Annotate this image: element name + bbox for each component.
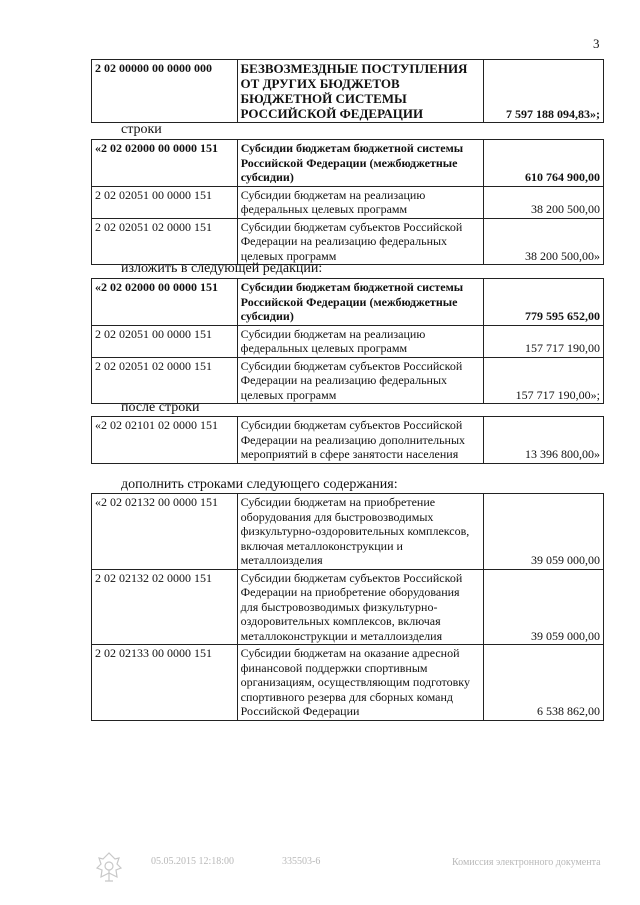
budget-code: 2 02 02133 00 0000 151	[92, 645, 238, 721]
added-lines-table	[91, 493, 604, 721]
table-row	[92, 186, 604, 218]
budget-name: Субсидии бюджетам на приобретение оборудования для быстровозводимых физкультурно-оздоровительных комплексов, включая металлоконструкции и металлоизделия	[237, 494, 483, 570]
instruction-lines: строки	[121, 122, 162, 137]
budget-code: 2 02 00000 00 0000 000	[92, 60, 238, 123]
budget-amount: 779 595 652,00	[483, 279, 603, 326]
budget-name: Субсидии бюджетам субъектов Российской Федерации на реализацию федеральных целевых программ	[237, 357, 483, 404]
footer-datetime: 05.05.2015 12:18:00	[151, 856, 235, 867]
budget-amount: 13 396 800,00»	[483, 417, 603, 464]
budget-name: Субсидии бюджетам субъектов Российской Федерации на реализацию дополнительных мероприятий в сфере занятости населения	[237, 417, 483, 464]
budget-code: 2 02 02051 02 0000 151	[92, 218, 238, 265]
budget-code: 2 02 02051 02 0000 151	[92, 357, 238, 404]
after-line-table	[91, 416, 604, 464]
budget-amount: 7 597 188 094,83»;	[483, 60, 603, 123]
instruction-after-line: после строки	[121, 400, 200, 415]
budget-amount: 157 717 190,00»;	[483, 357, 603, 404]
budget-amount: 38 200 500,00	[483, 186, 603, 218]
footer-stamp: Комиссия электронного документа	[452, 857, 601, 868]
budget-code: 2 02 02132 02 0000 151	[92, 569, 238, 645]
budget-amount: 610 764 900,00	[483, 140, 603, 187]
footer-doc-id: 335503-6	[282, 856, 321, 867]
budget-name: Субсидии бюджетам бюджетной системы Российской Федерации (межбюджетные субсидии)	[237, 279, 483, 326]
table-row	[92, 140, 604, 187]
budget-name: Субсидии бюджетам субъектов Российской Федерации на реализацию федеральных целевых программ	[237, 218, 483, 265]
page-number: 3	[593, 36, 600, 51]
budget-name: Субсидии бюджетам на реализацию федеральных целевых программ	[237, 186, 483, 218]
table-row	[92, 279, 604, 326]
budget-code: «2 02 02132 00 0000 151	[92, 494, 238, 570]
budget-name: Субсидии бюджетам бюджетной системы Российской Федерации (межбюджетные субсидии)	[237, 140, 483, 187]
table-row	[92, 569, 604, 645]
budget-code: «2 02 02101 02 0000 151	[92, 417, 238, 464]
budget-amount: 39 059 000,00	[483, 569, 603, 645]
budget-amount: 157 717 190,00	[483, 325, 603, 357]
old-lines-table	[91, 139, 604, 265]
new-lines-table	[91, 278, 604, 404]
emblem-icon	[92, 850, 126, 884]
budget-name: Субсидии бюджетам на реализацию федеральных целевых программ	[237, 325, 483, 357]
table-row	[92, 325, 604, 357]
budget-name: Субсидии бюджетам субъектов Российской Федерации на приобретение оборудования для быстровозводимых физкультурно-оздоровительных комплексов, включая металлоконструкции и металлоизделия	[237, 569, 483, 645]
table-row	[92, 645, 604, 721]
table-row	[92, 494, 604, 570]
budget-amount: 38 200 500,00»	[483, 218, 603, 265]
instruction-new-edition: изложить в следующей редакции:	[121, 261, 323, 276]
budget-name: Субсидии бюджетам на оказание адресной финансовой поддержки спортивным организациям, осуществляющим подготовку спортивного резерва для сборных команд Российской Федерации	[237, 645, 483, 721]
table-row	[92, 218, 604, 265]
budget-amount: 39 059 000,00	[483, 494, 603, 570]
budget-name: БЕЗВОЗМЕЗДНЫЕ ПОСТУПЛЕНИЯ ОТ ДРУГИХ БЮДЖЕТОВ БЮДЖЕТНОЙ СИСТЕМЫ РОССИЙСКОЙ ФЕДЕРАЦИИ	[237, 60, 483, 123]
budget-amount: 6 538 862,00	[483, 645, 603, 721]
instruction-add-lines: дополнить строками следующего содержания:	[121, 477, 398, 492]
budget-code: 2 02 02051 00 0000 151	[92, 186, 238, 218]
table-row	[92, 417, 604, 464]
budget-code: «2 02 02000 00 0000 151	[92, 140, 238, 187]
table-row	[92, 60, 604, 123]
table-row	[92, 357, 604, 404]
budget-code: «2 02 02000 00 0000 151	[92, 279, 238, 326]
budget-code: 2 02 02051 00 0000 151	[92, 325, 238, 357]
revenue-table-header	[91, 59, 604, 123]
